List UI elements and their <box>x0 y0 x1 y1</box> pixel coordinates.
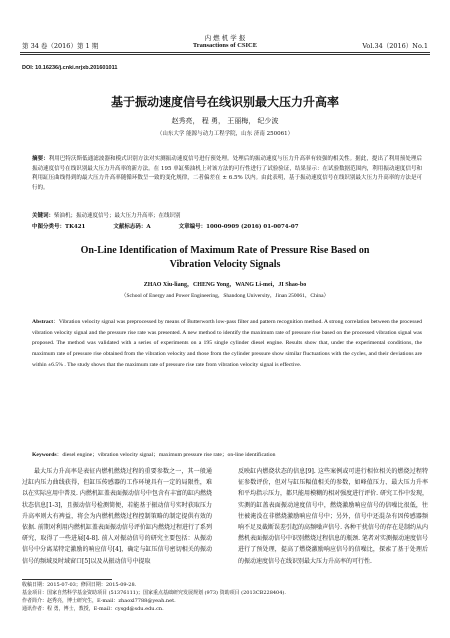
abstract-cn <box>32 155 422 193</box>
page-title-cn: 基于振动速度信号在线识别最大压力升高率 <box>110 95 339 109</box>
footnote-divider <box>22 579 112 580</box>
keywords-text-en: ：diesel engine；vibration velocity signal；maximum pressure rise rate；on-line identification <box>56 452 276 458</box>
keywords-cn <box>32 211 422 219</box>
footnote-corresponding: 通讯作者：程 勇，博士，教授，E-mail：cysgd@sdu.edu.cn. <box>22 606 164 612</box>
abstract-text-cn: 利用巴特沃斯低通滤波器和模式识别方法对实测振动速度信号进行预处理。处理后的振动速度与压力升高率有较强的相关性。据此，提出了利用预处理后振动速度信号在线识别最大压力升高率的新方法。在 195 单缸柴油机上对该方法的可行性进行了试验验证，结果显示：在试验数据范围内，利用振动速度信号和利用缸压曲线得到的最大压力升高率随循环数呈一致的变化规律，二者偏差在 ± 6.5% 以内。由此表明，基于振动速度信号在线识别最大压力升高率的方法是可行的。 <box>32 156 422 191</box>
article-number: 文章编号：1000-0909 (2016) 01-0074-07 <box>178 224 299 230</box>
header-divider <box>20 52 430 53</box>
keywords-label-cn: 关键词： <box>32 213 55 219</box>
footnote-received: 收稿日期：2015-07-03；修回日期：2015-09-28. <box>22 582 137 588</box>
header-divider-thin <box>20 54 430 55</box>
abstract-label-en: Abstract <box>32 319 54 325</box>
keywords-text-cn: 柴油机；振动速度信号；最大压力升高率；在线识别 <box>54 213 181 219</box>
keywords-en <box>32 449 422 458</box>
authors-en: ZHAO Xiu-liang，CHENG Yong，WANG Li-mei，JI Shao-bo <box>143 282 307 288</box>
footnote-author: 作者简介：赵秀亮，博士研究生，E-mail：zhaoxl7788@yeah.net. <box>22 598 176 604</box>
title-en-line1: On-Line Identification of Maximum Rate of Pressure Rise Based on <box>80 245 370 256</box>
body-column-left: 最大压力升高率是表征内燃机燃烧过程的重要参数之一，其一般通过缸内压力曲线获得，但缸压传感器的工作环境具有一定的局限性，难以在实际应用中普及. 内燃机缸盖表面振动信号中包含有丰富的缸内燃烧状态信息[1-3]，且振动信号检测简便，若能基于振动信号实时获取压力升高率则大有裨益，将会为内燃机燃烧过程控制策略的制定提供有效的依据. 前期对利用内燃机缸盖表面振动信号评价缸内燃烧过程进行了系列研究，取得了一些进展[4-8]. 前人对振动信号的研究主要包括：从振动信号中分离某特定激励的响应信号[4]，确定与缸压信号密切相关的振动信号的频域及时域窗口[5]以及从振动信号中提取 <box>22 468 212 565</box>
title-en-line2: Vibration Velocity Signals <box>169 259 281 270</box>
classification-line <box>32 222 422 230</box>
header-volume-en: Vol.34（2016）No.1 <box>362 42 428 50</box>
body-column-right: 反映缸内燃烧状态的信息[9]. 这些案例或可进行相位相关的燃烧过程特征参数评价，但对与缸压幅值相关的参数，如峰值压力、最大压力升率和平均指示压力，都只能用模糊的相对强度进行评价. 研究工作中发现，实测的缸盖表面振动速度信号中，燃烧激励响应信号的信噪比很低，往往被淹没在非燃烧激励响应信号中；另外，信号中还混杂有因传感器频响不足及截断误差引起的高频噪声信号. 各种干扰信号的存在是制约从内燃机表面振动信号中识别燃烧过程信息的瓶颈. 笔者对实测振动速度信号进行了预处理，提高了燃烧激励响应信号的信噪比，探索了基于处理后的振动速度信号在线识别最大压力升高率的可行性. <box>238 468 428 565</box>
keywords-label-en: Keywords <box>32 452 57 458</box>
footnote-funding: 基金项目：国家自然科学基金资助项目 (51376111)；国家重点基础研究发展规划 (973) 资助项目 (2013CB228404). <box>22 590 286 596</box>
abstract-text-en: ：Vibration velocity signal was preprocessed by means of Butterworth low-pass filter and pattern recognition method. A strong correlation between the processed vibration velocity signal and the pressure rise rate was presented. A new method to identify the maximum rate of pressure rise based on the processed vibration signal was proposed. The method was validated with a series of experiments on a 195 single cylinder diesel engine. Results show that, under the experimental conditions, the maximum rate of pressure rise obtained from the vibration velocity and those from the cylinder pressure show similar fluctuations with the cycles, and their deviations are within ±6.5% . The study shows that the maximum rate of pressure rise rate from vibration velocity signal is effective. <box>32 319 422 368</box>
affiliation-cn: （山东大学 能源与动力工程学院，山东 济南 250061） <box>156 131 294 137</box>
journal-title-cn: 内 燃 机 学 报 <box>204 34 246 42</box>
header-volume-cn: 第 34 卷（2016）第 1 期 <box>22 42 99 50</box>
journal-title-en: Transactions of CSICE <box>192 42 258 49</box>
authors-cn: 赵秀亮， 程 勇， 王丽梅， 纪少波 <box>171 117 279 125</box>
affiliation-en: （School of Energy and Power Engineering，Shandong University，Jinan 250061，China） <box>120 293 330 299</box>
abstract-en <box>32 317 422 371</box>
clc-number: 中图分类号：TK421 <box>32 224 86 230</box>
abstract-label-cn: 摘要： <box>32 156 49 162</box>
doi: DOI: 10.16236/j.cnki.nrjxb.201601011 <box>22 65 118 71</box>
page-title-en <box>0 244 450 272</box>
document-code: 文献标志码：A <box>113 224 151 230</box>
